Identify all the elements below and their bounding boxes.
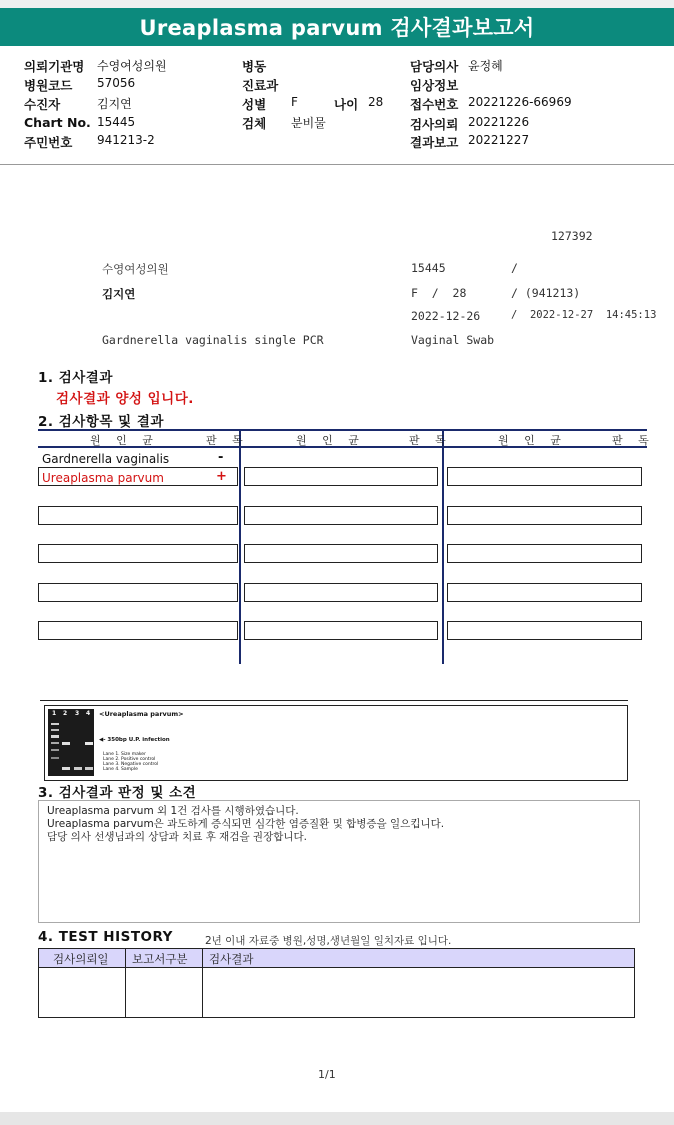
code-value: 57056 [97, 76, 136, 90]
summary-chart: 15445 [411, 261, 446, 275]
opinion-line: 담당 의사 선생님과의 상담과 치료 후 재검을 권장합니다. [47, 831, 307, 843]
ssn-label: 주민번호 [24, 135, 73, 150]
opinion-line: Ureaplasma parvum은 과도하게 증식되면 심각한 염증질환 및 합병증을 일으킵니다. [47, 818, 445, 830]
summary-sexage: F / 28 [411, 286, 467, 300]
header-divider [0, 164, 674, 165]
history-col-result: 검사결과 [209, 952, 254, 966]
opinion-text [47, 805, 444, 844]
summary-specimen: Vaginal Swab [411, 333, 495, 347]
gel-top-rule [40, 700, 628, 701]
summary-name: 김지연 [102, 287, 136, 301]
gel-legend-item: Lane 4. Sample [103, 767, 138, 772]
history-col-divider [202, 949, 203, 1017]
result-cell [38, 583, 238, 602]
result-cell [38, 544, 238, 563]
doctor-label: 담당의사 [410, 59, 459, 74]
request-label: 검사의뢰 [410, 117, 459, 132]
summary-timestamp: / 2022-12-27 14:45:13 [511, 309, 657, 321]
summary-hospital: 수영여성의원 [102, 262, 169, 276]
receipt-label: 접수번호 [410, 97, 459, 112]
result-cell [244, 583, 438, 602]
result-cell [447, 467, 642, 486]
result-row-mark: + [216, 469, 227, 484]
history-col-divider [125, 949, 126, 1017]
result-cell [244, 621, 438, 640]
specimen-label: 검체 [242, 116, 267, 131]
sex-value: F [291, 95, 298, 109]
result-cell [38, 621, 238, 640]
gel-legend-item: Lane 3. Negative control [103, 762, 159, 767]
doctor-value: 윤정혜 [468, 59, 503, 73]
bottom-strip [0, 1112, 674, 1125]
gel-legend-item: Lane 1. Size maker [103, 752, 146, 757]
sex-label: 성별 [242, 97, 267, 112]
result-cell [244, 506, 438, 525]
col-judge-2: 판 독 [409, 434, 452, 447]
ssn-value: 941213-2 [97, 133, 155, 147]
result-row-mark: - [218, 450, 224, 465]
gel-title: <Ureaplasma parvum> [99, 710, 184, 718]
summary-date: 2022-12-26 [411, 309, 481, 323]
top-strip [0, 0, 674, 8]
result-cell [244, 544, 438, 563]
chart-value: 15445 [97, 115, 136, 129]
summary-birth: / (941213) [511, 286, 581, 300]
gel-lane-label: 3 [75, 710, 80, 717]
page-number: 1/1 [318, 1068, 336, 1081]
summary-test: Gardnerella vaginalis single PCR [102, 333, 324, 347]
result-row-name: Gardnerella vaginalis [42, 452, 170, 466]
summary-id: 127392 [551, 229, 593, 243]
section1-result: 검사결과 양성 입니다. [56, 391, 194, 407]
result-cell [244, 467, 438, 486]
hospital-value: 수영여성의원 [97, 59, 167, 73]
chart-label: Chart No. [24, 115, 91, 130]
clinical-label: 임상정보 [410, 78, 459, 93]
report-value: 20221227 [468, 133, 530, 147]
history-col-type: 보고서구분 [132, 952, 188, 966]
section2-title: 2. 검사항목 및 결과 [38, 414, 164, 430]
result-cell [447, 621, 642, 640]
gel-legend-item: Lane 2. Positive control [103, 757, 156, 762]
col-judge-1: 판 독 [206, 434, 249, 447]
gel-image-frame [44, 705, 628, 781]
opinion-box [38, 800, 640, 923]
result-cell [447, 583, 642, 602]
gel-lane-label: 2 [63, 710, 68, 717]
section3-title: 3. 검사결과 판정 및 소견 [38, 785, 197, 801]
gel-image [48, 709, 94, 776]
section4-title: 4. TEST HISTORY [38, 929, 173, 945]
patient-label: 수진자 [24, 97, 61, 112]
history-table [38, 948, 635, 1018]
gel-lane-label: 4 [86, 710, 91, 717]
table-divider-1 [239, 431, 241, 664]
patient-value: 김지연 [97, 97, 132, 111]
report-title-banner: Ureaplasma parvum 검사결과보고서 [0, 8, 674, 46]
age-label: 나이 [334, 97, 359, 112]
table-divider-2 [442, 431, 444, 664]
result-cell [447, 544, 642, 563]
code-label: 병원코드 [24, 78, 73, 93]
result-cell [38, 506, 238, 525]
age-value: 28 [368, 95, 384, 109]
receipt-value: 20221226-66969 [468, 95, 572, 109]
col-pathogen-3: 원 인 균 [498, 434, 567, 447]
result-row-name: Ureaplasma parvum [42, 471, 164, 485]
summary-slash: / [511, 261, 518, 275]
gel-lane-label: 1 [52, 710, 57, 717]
table-top-rule [38, 429, 647, 431]
ward-label: 병동 [242, 59, 267, 74]
history-header-row [39, 949, 634, 968]
history-note: 2년 이내 자료중 병원,성명,생년월일 일치자료 입니다. [205, 935, 452, 947]
section1-title: 1. 검사결과 [38, 370, 113, 386]
report-label: 결과보고 [410, 135, 459, 150]
specimen-value: 분비물 [291, 116, 326, 130]
gel-band-label: ◀- 350bp U.P. infection [99, 737, 170, 743]
result-cell [447, 506, 642, 525]
history-col-date: 검사의뢰일 [53, 952, 109, 966]
dept-label: 진료과 [242, 78, 279, 93]
opinion-line: Ureaplasma parvum 외 1건 검사를 시행하였습니다. [47, 805, 299, 817]
col-pathogen-1: 원 인 균 [90, 434, 159, 447]
col-judge-3: 판 독 [612, 434, 655, 447]
request-value: 20221226 [468, 115, 530, 129]
col-pathogen-2: 원 인 균 [296, 434, 365, 447]
hospital-label: 의뢰기관명 [24, 59, 85, 74]
